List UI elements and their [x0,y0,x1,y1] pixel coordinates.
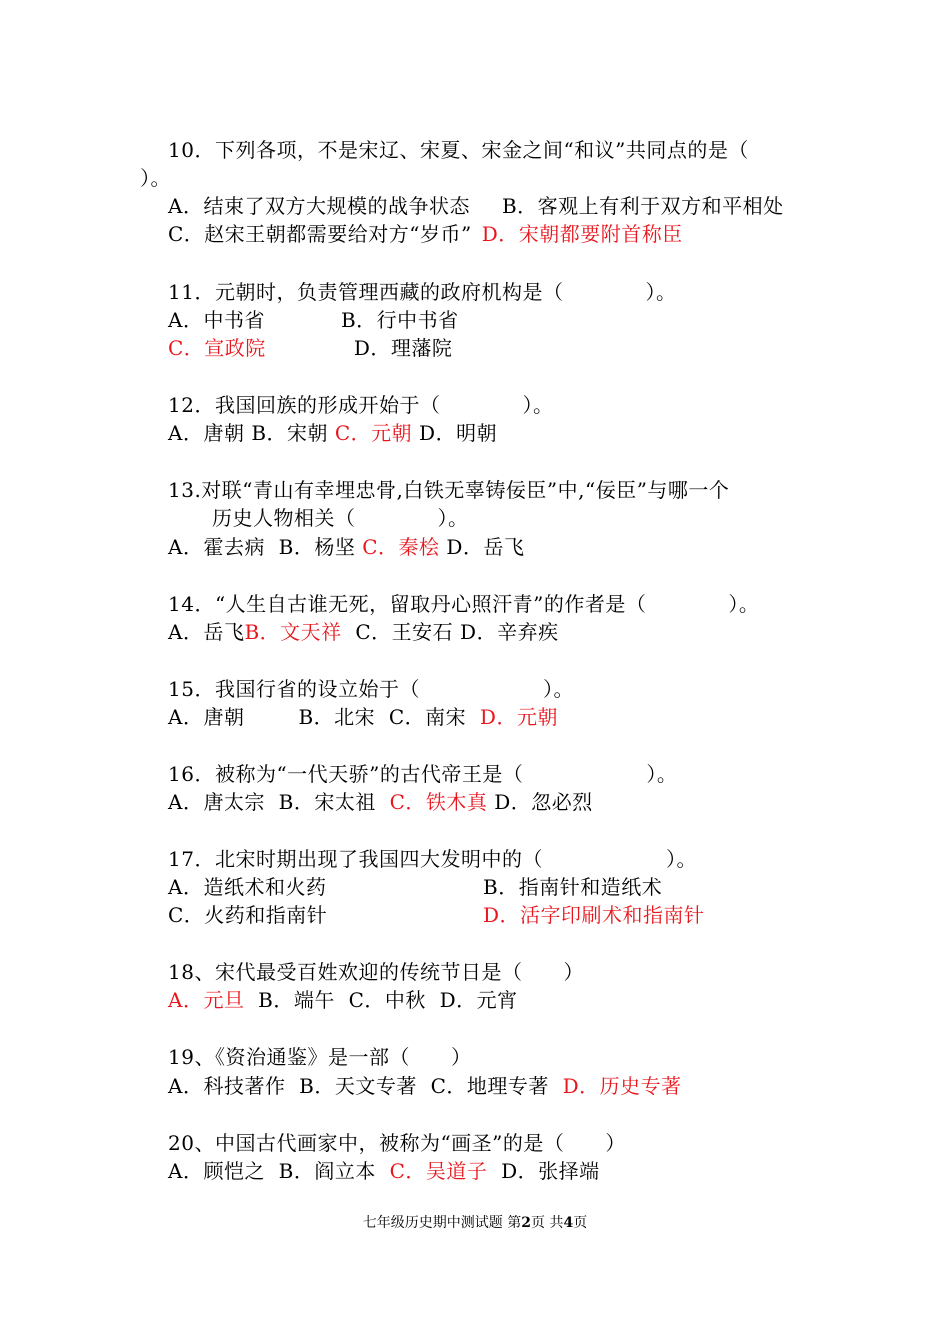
q10-options-row2 [168,220,683,248]
q16-option-c-answer: C．铁木真 [389,790,488,814]
q11-option-d: D．理藩院 [353,336,453,360]
q16-option-d: D．忽必烈 [494,790,593,814]
q17-option-a: A．造纸术和火药 [168,875,327,899]
q18-option-a-answer: A．元旦 [168,988,245,1012]
q17-option-d-answer: D．活字印刷术和指南针 [483,903,705,927]
q19-options [168,1072,682,1100]
q20-option-d: D．张择端 [501,1159,600,1183]
q15-options [168,703,558,731]
q10-option-c: C．赵宋王朝都需要给对方“岁币” [168,222,472,246]
q15-option-b: B．北宋 [298,705,376,729]
q17-option-b: B．指南针和造纸术 [483,875,663,899]
q20-option-b: B．阎立本 [278,1159,376,1183]
q14-options [168,618,559,646]
q15-stem: 15．我国行省的设立始于（ ）。 [168,677,574,701]
q16-options [168,788,593,816]
page-footer [0,1213,950,1233]
footer-mid: 页 共 [531,1215,564,1231]
q13-stem-cont: 历史人物相关（ ）。 [212,506,469,530]
q10-stem-line1: 10．下列各项，不是宋辽、宋夏、宋金之间“和议”共同点的是（ [168,138,749,162]
q13-option-b: B．杨坚 [278,535,356,559]
q18-option-d: D．元宵 [439,988,518,1012]
q18-options [168,986,518,1014]
q13-option-c-answer: C．秦桧 [362,535,440,559]
q17-stem: 17．北宋时期出现了我国四大发明中的（ ）。 [168,847,697,871]
q12-stem: 12．我国回族的形成开始于（ ）。 [168,393,554,417]
q15-option-a: A．唐朝 [168,705,245,729]
q10-option-b: B．客观上有利于双方和平相处 [501,194,784,218]
q12-option-a: A．唐朝 [168,421,245,445]
q17-option-c: C．火药和指南针 [168,903,328,927]
q16-option-a: A．唐太宗 [168,790,265,814]
q19-option-c: C．地理专著 [430,1074,549,1098]
q10-option-a: A．结束了双方大规模的战争状态 [168,194,470,218]
q14-option-b-answer: B．文天祥 [244,620,342,644]
q20-stem: 20、中国古代画家中，被称为“画圣”的是（ ） [168,1131,626,1155]
q15-option-d-answer: D．元朝 [479,705,558,729]
q12-options [168,419,497,447]
q11-option-b: B．行中书省 [340,308,459,332]
q20-option-a: A．顾恺之 [168,1159,265,1183]
q20-option-c-answer: C．吴道子 [389,1159,488,1183]
q18-option-c: C．中秋 [348,988,426,1012]
q12-option-d: D．明朝 [419,421,498,445]
q16-stem: 16．被称为“一代天骄”的古代帝王是（ ）。 [168,762,678,786]
q11-option-c-answer: C．宣政院 [168,336,266,360]
q13-option-d: D．岳飞 [446,535,525,559]
q10-stem [168,136,749,164]
q13-options [168,533,524,561]
q18-stem: 18、宋代最受百姓欢迎的传统节日是（ ） [168,960,584,984]
q11-options-row1 [168,306,459,334]
q20-options [168,1157,600,1185]
q10-stem-cont: ）。 [140,166,171,190]
q10-options-row1 [168,192,784,220]
q14-option-a: A．岳飞 [168,620,245,644]
q16-option-b: B．宋太祖 [278,790,376,814]
q14-option-c: C．王安石 [355,620,454,644]
q12-option-c-answer: C．元朝 [334,421,413,445]
q12-option-b: B．宋朝 [251,421,329,445]
q14-stem: 14．“人生自古谁无死，留取丹心照汗青”的作者是（ ）。 [168,592,760,616]
q19-option-a: A．科技著作 [168,1074,286,1098]
q13-option-a: A．霍去病 [168,535,265,559]
q19-option-b: B．天文专著 [299,1074,417,1098]
q11-stem: 11．元朝时，负责管理西藏的政府机构是（ ）。 [168,280,677,304]
footer-total-pages: 4 [563,1215,574,1231]
footer-prefix: 七年级历史期中测试题 第 [362,1215,522,1231]
q10-option-d-answer: D．宋朝都要附首称臣 [481,222,683,246]
q13-stem: 13.对联“青山有幸埋忠骨,白铁无辜铸佞臣”中,“佞臣”与哪一个 [168,478,730,502]
q18-option-b: B．端午 [258,988,335,1012]
q14-option-d: D．辛弃疾 [460,620,559,644]
q11-options-row2 [168,334,452,362]
q19-option-d-answer: D．历史专著 [562,1074,682,1098]
footer-page-number: 2 [521,1215,531,1231]
q11-option-a: A．中书省 [168,308,265,332]
footer-suffix: 页 [573,1215,588,1231]
q19-stem: 19、《资治通鉴》是一部（ ） [168,1045,472,1069]
q15-option-c: C．南宋 [388,705,467,729]
